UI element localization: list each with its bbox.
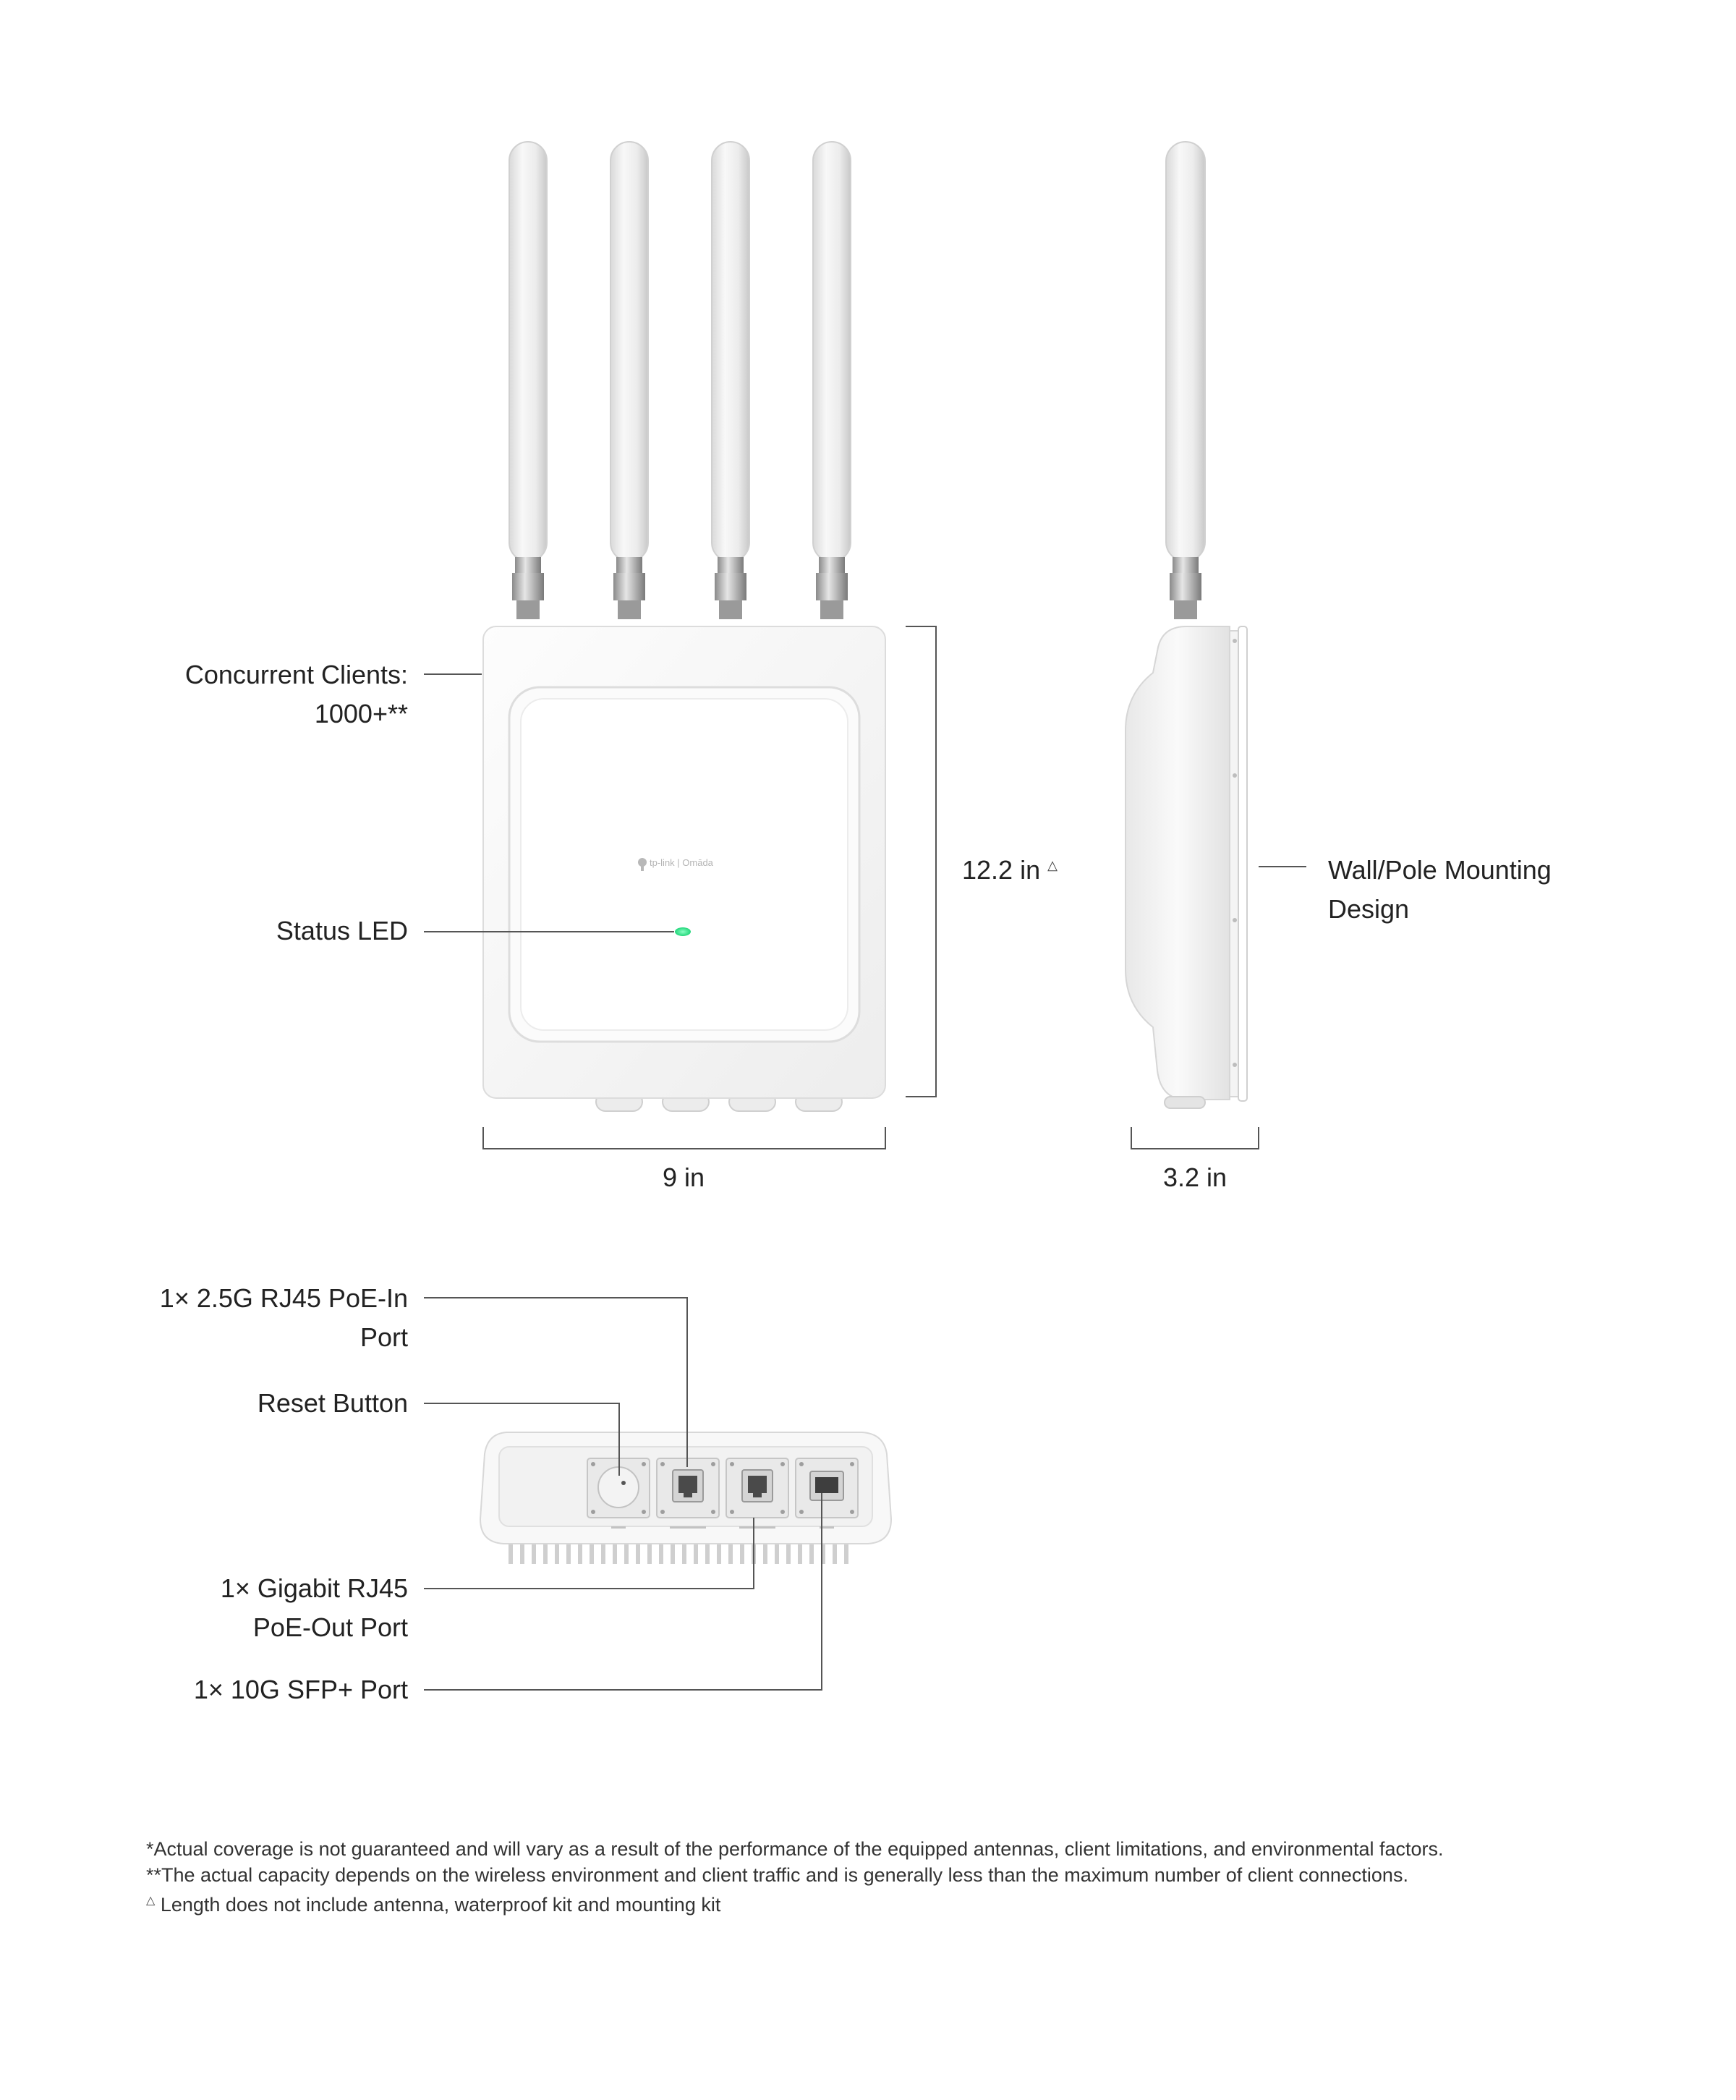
bottom-view [480, 1432, 891, 1564]
wall-pole-line1: Wall/Pole Mounting [1328, 855, 1552, 885]
logo-text: tp-link | Omāda [650, 857, 713, 868]
side-view [1126, 142, 1247, 1108]
triangle-mark-icon: △ [146, 1895, 156, 1907]
sfp-port-label [194, 1670, 408, 1709]
front-view [483, 142, 885, 1111]
dimension-width-bracket [483, 1127, 885, 1149]
wall-pole-label [1328, 851, 1552, 929]
poe-in-line2: Port [359, 1322, 408, 1352]
antenna-4 [813, 142, 851, 619]
poe-out-port-label [221, 1569, 408, 1647]
concurrent-clients-value: 1000+** [314, 699, 408, 728]
concurrent-clients-title: Concurrent Clients: [184, 660, 408, 689]
footnote-coverage: *Actual coverage is not guaranteed and will vary as a result of the performance of the equipped antennas, client limitations, and environmental factors. [146, 1838, 1444, 1860]
dimension-depth-value: 3.2 in [1163, 1162, 1227, 1192]
dimension-depth [1163, 1162, 1227, 1194]
antenna-1 [509, 142, 547, 619]
triangle-mark-icon: △ [1047, 858, 1058, 872]
status-led-label [276, 911, 408, 951]
dimension-height [962, 849, 1058, 886]
footnote-capacity: **The actual capacity depends on the wireless environment and client traffic and is generally less than the maximum number of client connections. [146, 1864, 1408, 1886]
side-body [1126, 626, 1230, 1100]
concurrent-clients-label [185, 655, 408, 734]
footnote-length [146, 1888, 720, 1918]
reset-button-text: Reset Button [257, 1388, 408, 1418]
poe-in-line1: 1× 2.5G RJ45 PoE-In [159, 1283, 408, 1313]
dimension-width [663, 1162, 705, 1194]
antenna-3 [712, 142, 749, 619]
poe-out-line2: PoE-Out Port [252, 1612, 408, 1642]
reset-button-label [258, 1384, 408, 1423]
status-led [675, 927, 691, 936]
poe-in-rj45-port [657, 1458, 719, 1518]
status-led-text: Status LED [276, 916, 408, 945]
antenna-2 [610, 142, 648, 619]
sfp-plus-port [796, 1458, 858, 1518]
sfp-port-text: 1× 10G SFP+ Port [193, 1675, 408, 1704]
poe-out-rj45-port [726, 1458, 788, 1518]
footnote-length-text: Length does not include antenna, waterproof kit and mounting kit [155, 1894, 721, 1916]
dimension-depth-bracket [1131, 1127, 1259, 1149]
poe-in-port-label [160, 1279, 408, 1357]
side-antenna [1166, 142, 1205, 619]
dimension-width-value: 9 in [663, 1162, 705, 1192]
poe-out-line1: 1× Gigabit RJ45 [220, 1573, 408, 1603]
dimension-height-value: 12.2 in [962, 855, 1041, 885]
wall-pole-line2: Design [1328, 894, 1410, 924]
dimension-height-bracket [906, 626, 936, 1097]
